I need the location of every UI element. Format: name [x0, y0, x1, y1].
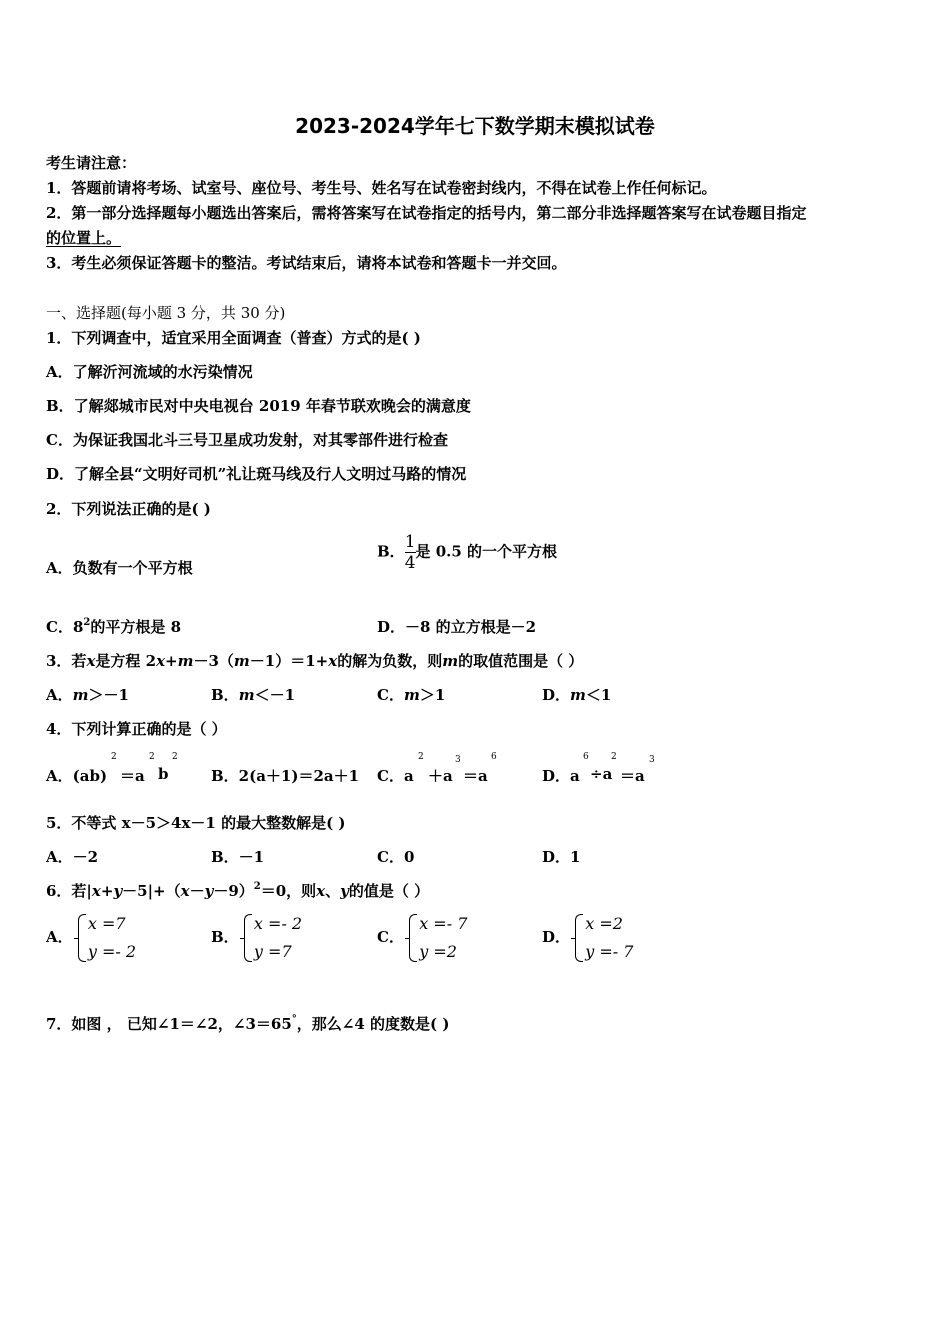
q2-option-b: [377, 532, 557, 573]
q6-var-y: y: [113, 882, 123, 900]
q4-a-exponent: 2: [149, 752, 155, 762]
q4-d-exponent: 3: [649, 755, 655, 765]
q1-option-c: C．为保证我国北斗三号卫星成功发射，对其零部件进行检查: [46, 431, 448, 449]
q6-text: 、: [325, 882, 341, 900]
q1-option-a: A．了解沂河流域的水污染情况: [46, 363, 253, 381]
q4-option-c-end: ＝a: [463, 767, 488, 785]
q3-text: 3．若: [46, 652, 87, 670]
fraction-one-quarter: [405, 532, 416, 573]
equation-line: x =2: [585, 914, 623, 933]
q3-option-a: [46, 684, 129, 705]
notice-item-2-cont: 的位置上。: [46, 229, 122, 247]
q1-option-d: D．了解全县“文明好司机”礼让斑马线及行人文明过马路的情况: [46, 465, 467, 483]
equation-system: [78, 910, 136, 966]
q3-text: －1）＝1+: [249, 652, 329, 670]
option-label: D．: [542, 686, 571, 704]
q6-text: －5|+（: [122, 882, 181, 900]
q6-var-x: x: [316, 882, 326, 900]
q2-option-c: [46, 616, 181, 637]
q6-var-x: x: [91, 882, 101, 900]
degree-sign: °: [291, 1014, 297, 1025]
q3-var-m: m: [570, 686, 586, 704]
q2-option-b-label: B．: [377, 542, 405, 561]
q5-option-b: B．－1: [211, 848, 265, 866]
fraction-denominator: 4: [404, 553, 416, 573]
equation-line: y =- 2: [87, 942, 137, 961]
equation-line: x =7: [87, 914, 126, 933]
equation-system: [244, 910, 302, 966]
q4-option-d-end: ＝a: [620, 767, 645, 785]
q3-text: －3（: [193, 652, 234, 670]
q7-text: ，那么∠4 的度数是( ): [296, 1015, 450, 1033]
q6-stem: [46, 880, 429, 901]
q6-option-c: [377, 910, 467, 966]
notice-heading: 考生请注意：: [46, 154, 137, 172]
q4-c-exponent: 2: [418, 752, 424, 762]
q4-option-d-mid: ÷a: [590, 765, 613, 783]
q3-option-d: [542, 684, 611, 705]
q2-stem: 2．下列说法正确的是( ): [46, 500, 211, 518]
q5-option-a: A．－2: [46, 848, 99, 866]
q6-exponent: 2: [253, 881, 261, 892]
q2-option-b-text: 是 0.5 的一个平方根: [415, 542, 558, 561]
q6-text: +: [100, 882, 114, 900]
q4-option-a-end: b: [158, 765, 169, 783]
equation-system: [409, 910, 467, 966]
brace-icon: [244, 914, 252, 962]
notice-item-1: 1．答题前请将考场、试室号、座位号、考生号、姓名写在试卷密封线内，不得在试卷上作任何标记。: [46, 179, 717, 197]
option-label: C．: [377, 928, 404, 946]
option-label: D．: [542, 928, 571, 946]
equation-line: y =- 7: [585, 942, 634, 961]
q3-var-m: m: [442, 652, 459, 670]
option-text: ＞－1: [88, 686, 129, 704]
q3-text: 的解为负数，则: [337, 652, 443, 670]
q4-c-exponent: 6: [491, 752, 497, 762]
q5-option-d: D．1: [542, 848, 581, 866]
q4-a-exponent: 2: [172, 752, 178, 762]
q3-var-m: m: [403, 686, 420, 704]
q6-option-b: [211, 910, 302, 966]
q6-option-d: [542, 910, 633, 966]
q6-text: －9）: [213, 882, 254, 900]
q4-option-a-mid: ＝a: [120, 767, 145, 785]
q3-stem: [46, 650, 583, 671]
q4-a-exponent: 2: [111, 752, 117, 762]
q3-text: 的取值范围是（ ）: [458, 652, 584, 670]
option-label: A．: [46, 928, 73, 946]
q6-var-y: y: [340, 882, 349, 900]
equation-system: [575, 910, 633, 966]
q1-stem: 1．下列调查中，适宜采用全面调查（普查）方式的是( ): [46, 329, 421, 347]
q3-var-x: x: [328, 652, 338, 670]
q4-option-c: C．a: [377, 767, 414, 785]
q7-text: 7．如图 ， 已知∠1＝∠2，∠3＝65: [46, 1015, 292, 1033]
q6-text: －: [189, 882, 205, 900]
brace-icon: [78, 914, 86, 962]
brace-icon: [575, 914, 583, 962]
q3-option-c: [377, 684, 445, 705]
q4-d-exponent: 6: [583, 752, 589, 762]
option-text: ＜1: [585, 686, 612, 704]
q4-option-d: D．a: [542, 767, 580, 785]
q2-option-c-base: C．8: [46, 618, 84, 636]
q6-text: 6．若|: [46, 882, 92, 900]
q3-text: +: [165, 652, 178, 670]
q1-option-b: B．了解郯城市民对中央电视台 2019 年春节联欢晚会的满意度: [46, 397, 471, 415]
option-text: ＞1: [419, 686, 446, 704]
q6-var-x: x: [180, 882, 190, 900]
q2-option-c-exponent: 2: [83, 617, 91, 628]
q4-option-c-mid: ＋a: [428, 767, 453, 785]
q2-option-a: A．负数有一个平方根: [46, 559, 193, 577]
option-label: B．: [211, 928, 239, 946]
q3-var-x: x: [156, 652, 166, 670]
option-label: B．: [211, 686, 239, 704]
q6-var-y: y: [204, 882, 214, 900]
q5-stem: 5．不等式 x－5＞4x－1 的最大整数解是( ): [46, 814, 346, 832]
q3-var-m: m: [177, 652, 194, 670]
q4-stem: 4．下列计算正确的是（ ）: [46, 720, 227, 738]
q3-var-m: m: [72, 686, 89, 704]
q4-d-exponent: 2: [611, 752, 617, 762]
option-label: A．: [46, 686, 73, 704]
q4-c-exponent: 3: [455, 755, 461, 765]
option-text: ＜－1: [254, 686, 295, 704]
page-title: 2023-2024学年七下数学期末模拟试卷: [295, 114, 655, 138]
q3-var-m: m: [233, 652, 250, 670]
option-label: C．: [377, 686, 404, 704]
q4-option-b: B．2(a＋1)＝2a＋1: [211, 767, 360, 785]
q3-var-x: x: [86, 652, 96, 670]
q2-option-c-text: 的平方根是 8: [90, 618, 182, 636]
q4-option-a: A．(ab): [46, 767, 108, 785]
q3-var-m: m: [238, 686, 255, 704]
q3-option-b: [211, 684, 295, 705]
q6-text: 的值是（ ）: [348, 882, 430, 900]
q3-text: 是方程 2: [95, 652, 157, 670]
section-heading: 一、选择题(每小题 3 分，共 30 分): [46, 304, 286, 322]
q2-option-d: D．－8 的立方根是－2: [377, 618, 537, 636]
q5-option-c: C．0: [377, 848, 415, 866]
equation-line: x =- 7: [419, 914, 468, 933]
equation-line: y =2: [419, 942, 457, 961]
fraction-numerator: 1: [404, 532, 416, 552]
equation-line: x =- 2: [253, 914, 303, 933]
q7-stem: [46, 1013, 449, 1034]
q6-option-a: [46, 910, 136, 966]
notice-item-2: 2．第一部分选择题每小题选出答案后，需将答案写在试卷指定的括号内，第二部分非选择题答案写在试卷题目指定: [46, 204, 807, 222]
brace-icon: [409, 914, 417, 962]
notice-item-3: 3．考生必须保证答题卡的整洁。考试结束后，请将本试卷和答题卡一并交回。: [46, 254, 567, 272]
q6-text: ＝0，则: [260, 882, 317, 900]
equation-line: y =7: [253, 942, 292, 961]
